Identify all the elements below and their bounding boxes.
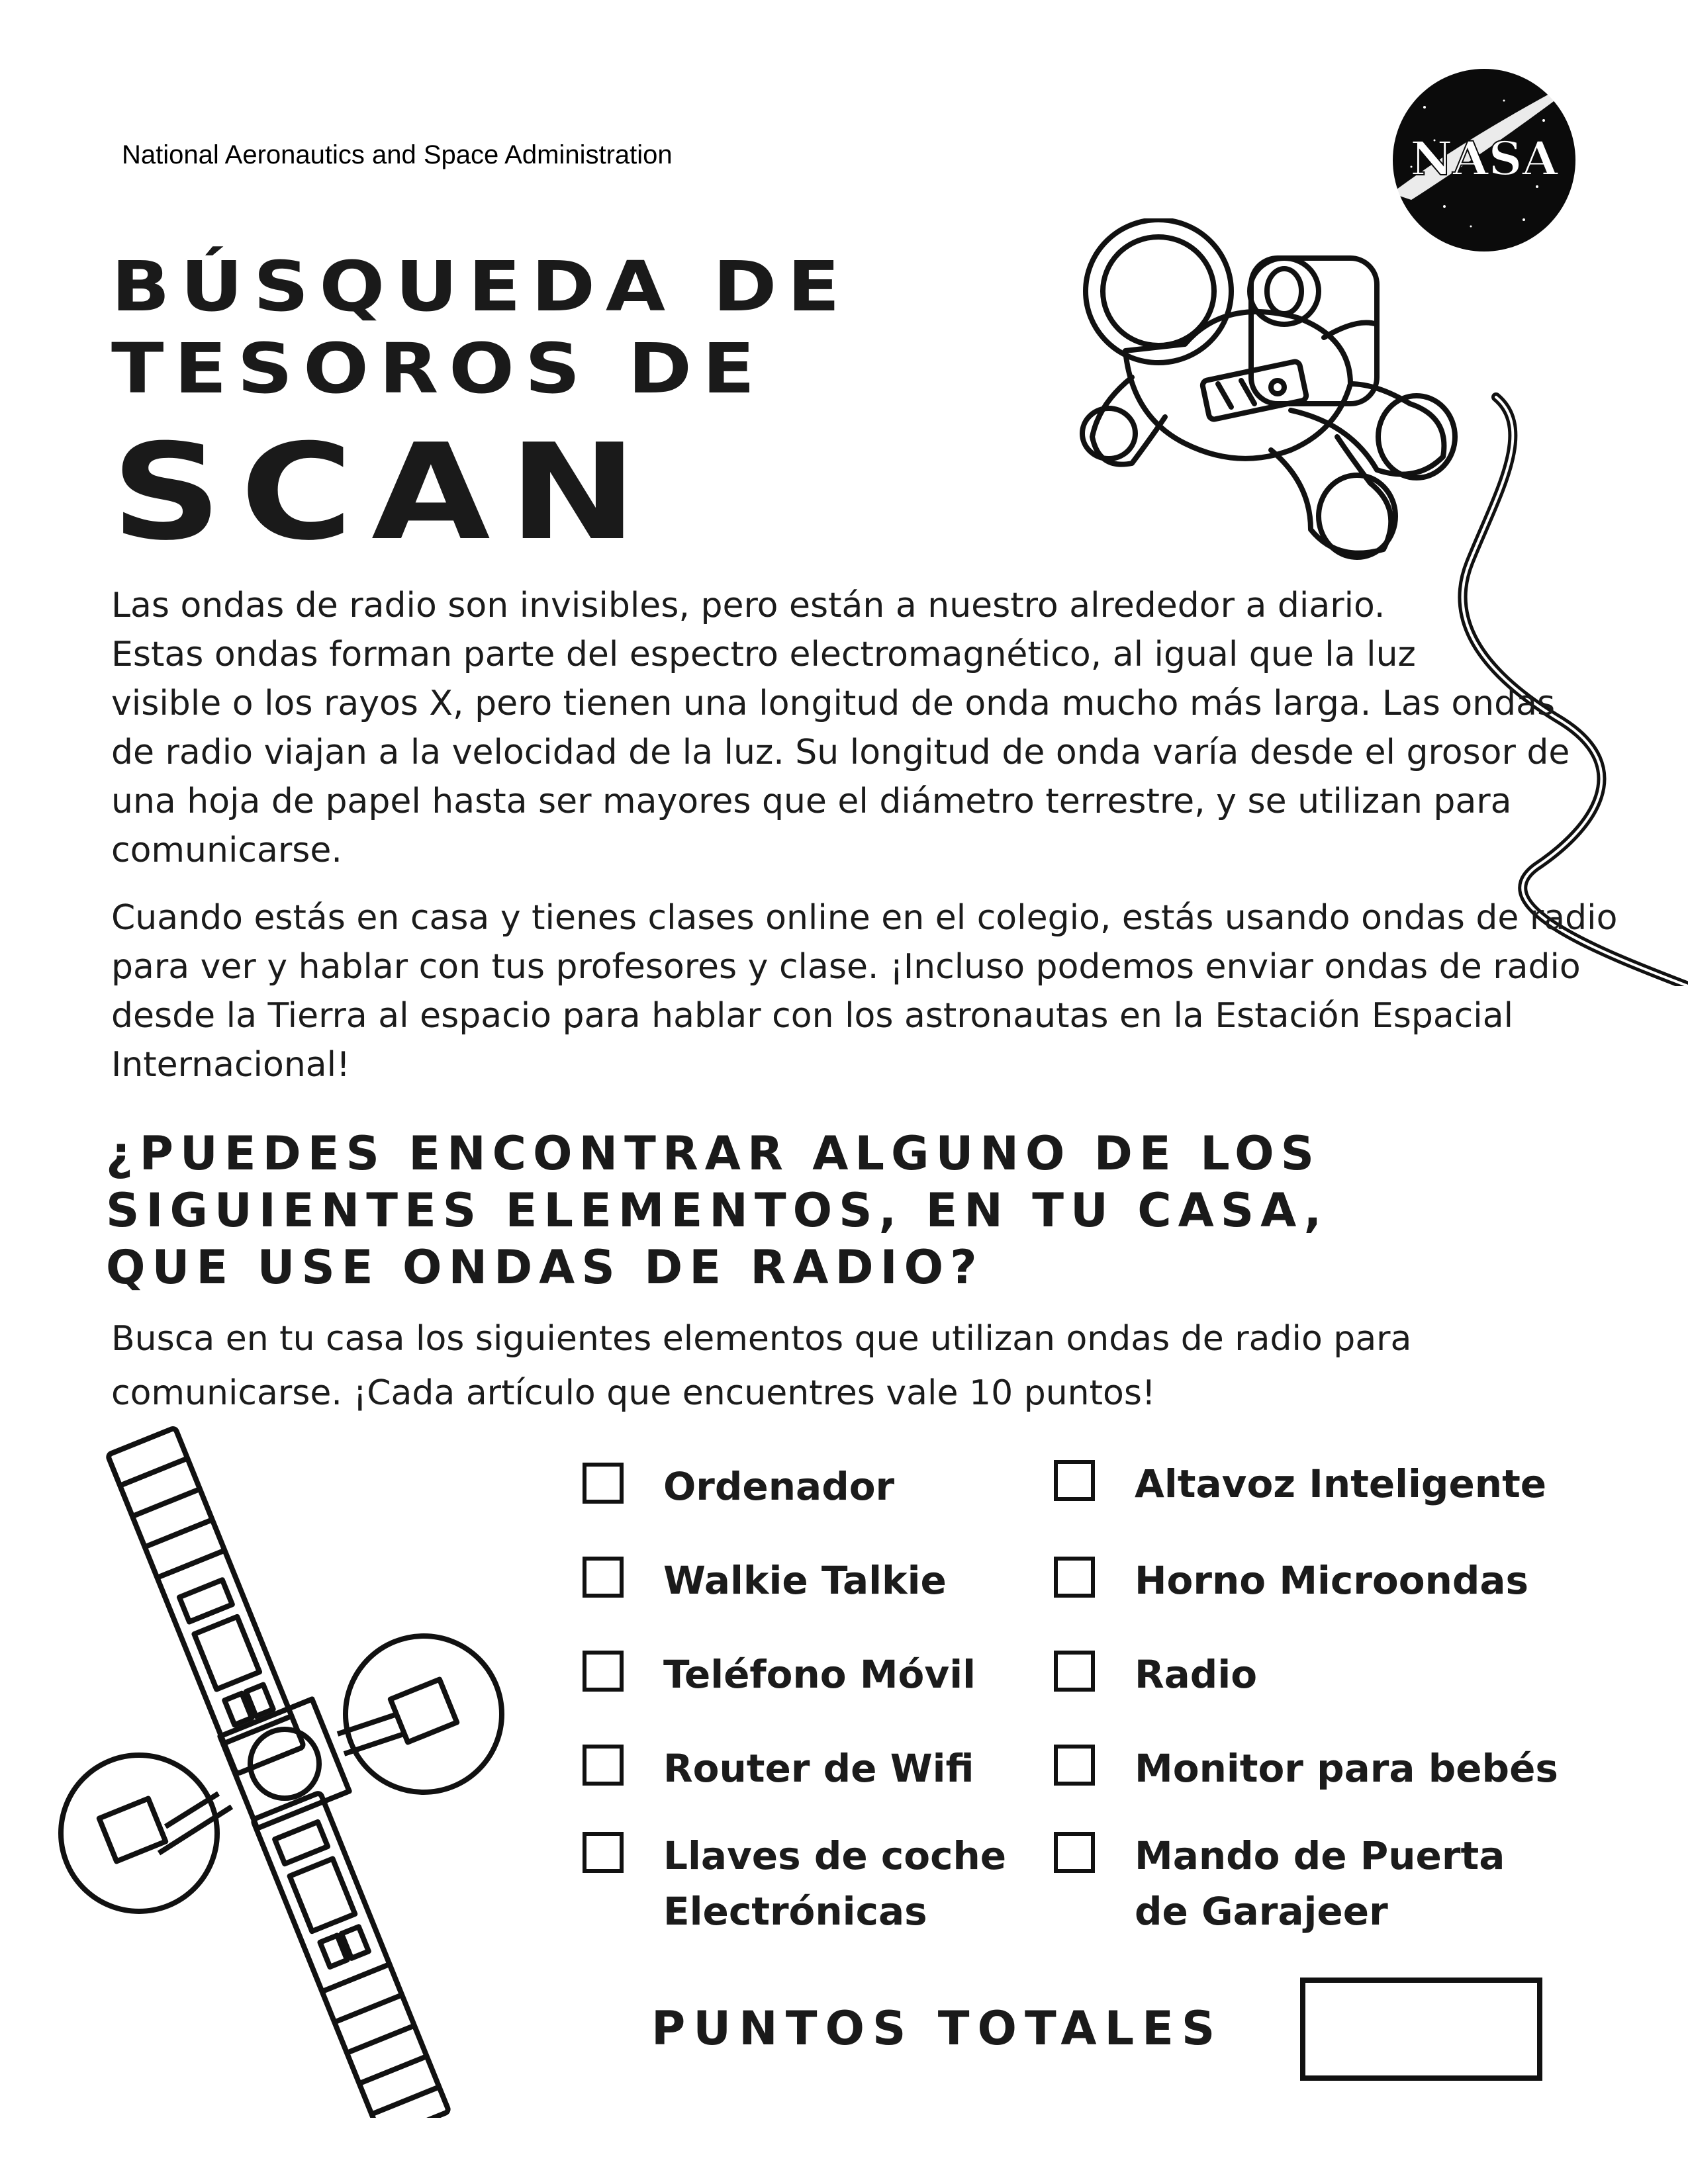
checkbox[interactable] bbox=[583, 1651, 624, 1692]
question-line: SIGUIENTES ELEMENTOS, EN TU CASA, bbox=[106, 1183, 1329, 1238]
checklist-label: Ordenador bbox=[663, 1464, 895, 1509]
checklist-item-llaves-coche[interactable] bbox=[583, 1828, 1006, 1939]
checklist-label: Router de Wifi bbox=[663, 1746, 974, 1791]
intro-paragraph-1-line: de radio viajan a la velocidad de la luz. Su longitud de onda varía desde el grosor de bbox=[111, 733, 1570, 772]
checklist-item-horno-microondas[interactable] bbox=[1054, 1553, 1528, 1608]
agency-name: National Aeronautics and Space Administration bbox=[122, 140, 673, 169]
checkbox[interactable] bbox=[1054, 1832, 1095, 1873]
total-points-label: PUNTOS TOTALES bbox=[651, 2001, 1223, 2056]
checklist-item-altavoz-inteligente[interactable] bbox=[1054, 1456, 1546, 1512]
checklist-label: Mando de Puerta de Garajeer bbox=[1135, 1833, 1505, 1934]
intro-paragraph-2-line: para ver y hablar con tus profesores y clase. ¡Incluso podemos enviar ondas de radio bbox=[111, 947, 1581, 987]
total-points-box[interactable] bbox=[1300, 1978, 1542, 2081]
intro-paragraph-2-line: desde la Tierra al espacio para hablar con los astronautas en la Estación Espacial bbox=[111, 996, 1514, 1036]
checklist-label: Horno Microondas bbox=[1135, 1558, 1529, 1603]
instructions bbox=[111, 1312, 1411, 1420]
checklist-item-ordenador[interactable] bbox=[583, 1459, 894, 1514]
intro-paragraph-1-line: comunicarse. bbox=[111, 831, 342, 870]
checklist-label: Radio bbox=[1135, 1652, 1258, 1697]
checkbox[interactable] bbox=[583, 1557, 624, 1598]
checklist-label: Teléfono Móvil bbox=[663, 1652, 976, 1697]
checkbox[interactable] bbox=[1054, 1460, 1095, 1501]
checkbox[interactable] bbox=[1054, 1651, 1095, 1692]
satellite-illustration bbox=[53, 1423, 556, 2118]
checklist-label: Walkie Talkie bbox=[663, 1558, 947, 1603]
nasa-logo-text: NASA bbox=[1410, 131, 1558, 186]
checklist-label: Altavoz Inteligente bbox=[1135, 1461, 1547, 1506]
intro-paragraph-1-line: visible o los rayos X, pero tienen una longitud de onda mucho más larga. Las ondas bbox=[111, 684, 1556, 723]
intro-paragraph-2-line: Cuando estás en casa y tienes clases online en el colegio, estás usando ondas de radio bbox=[111, 898, 1618, 938]
checkbox[interactable] bbox=[583, 1832, 624, 1873]
question-line: QUE USE ONDAS DE RADIO? bbox=[106, 1240, 984, 1295]
checklist-item-radio[interactable] bbox=[1054, 1647, 1257, 1702]
intro-paragraph-1-line: Las ondas de radio son invisibles, pero están a nuestro alrededor a diario. bbox=[111, 586, 1385, 625]
checklist-item-monitor-bebes[interactable] bbox=[1054, 1741, 1558, 1796]
instructions-line: comunicarse. ¡Cada artículo que encuentres vale 10 puntos! bbox=[111, 1373, 1156, 1413]
checklist-item-telefono-movil[interactable] bbox=[583, 1647, 976, 1702]
title-line-1: BÚSQUEDA DE bbox=[111, 246, 851, 327]
intro-paragraph-1 bbox=[111, 581, 1568, 875]
checkbox[interactable] bbox=[1054, 1745, 1095, 1786]
checklist-item-router-wifi[interactable] bbox=[583, 1741, 974, 1796]
intro-paragraph-2-line: Internacional! bbox=[111, 1045, 350, 1085]
checklist-label: Llaves de coche Electrónicas bbox=[663, 1833, 1007, 1934]
title-line-3: SCAN bbox=[111, 416, 656, 570]
checklist-item-mando-garaje[interactable] bbox=[1054, 1828, 1505, 1939]
question-heading bbox=[106, 1125, 1328, 1296]
checkbox[interactable] bbox=[583, 1745, 624, 1786]
checkbox[interactable] bbox=[1054, 1557, 1095, 1598]
question-line: ¿PUEDES ENCONTRAR ALGUNO DE LOS bbox=[106, 1126, 1321, 1181]
checklist-item-walkie-talkie[interactable] bbox=[583, 1553, 947, 1608]
checklist-label: Monitor para bebés bbox=[1135, 1746, 1558, 1791]
checkbox[interactable] bbox=[583, 1463, 624, 1504]
intro-paragraph-1-line: Estas ondas forman parte del espectro electromagnético, al igual que la luz bbox=[111, 635, 1416, 674]
title-line-2: TESOROS DE bbox=[111, 328, 766, 409]
intro-paragraph-2 bbox=[111, 893, 1618, 1089]
instructions-line: Busca en tu casa los siguientes elementos que utilizan ondas de radio para bbox=[111, 1319, 1412, 1359]
intro-paragraph-1-line: una hoja de papel hasta ser mayores que el diámetro terrestre, y se utilizan para bbox=[111, 782, 1512, 821]
